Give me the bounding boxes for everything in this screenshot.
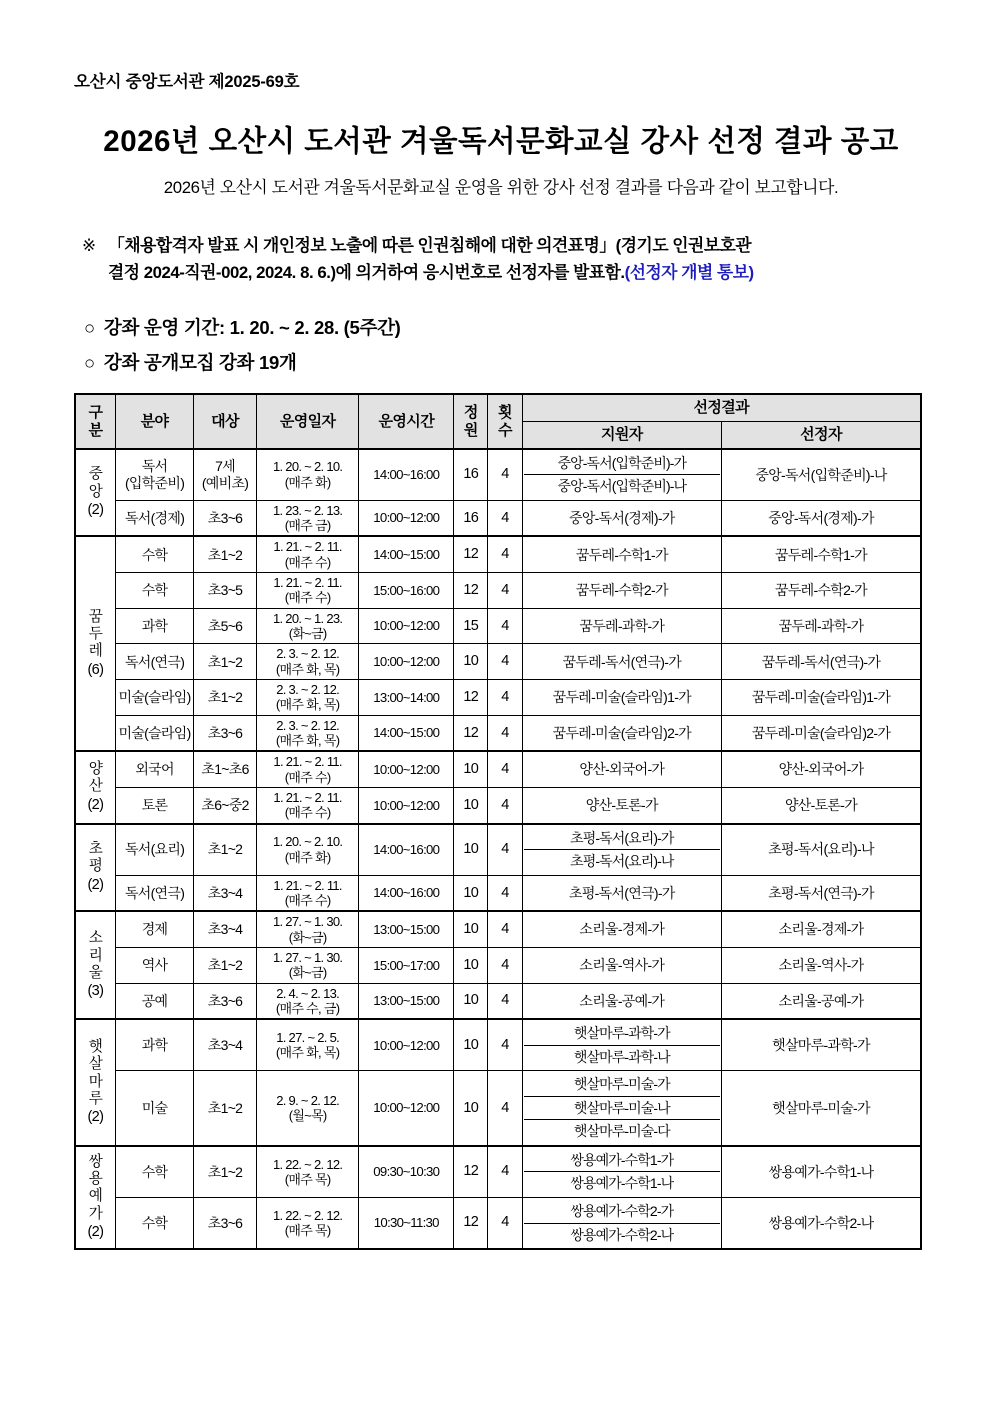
- cell-applicants: 중앙-독서(경제)-가: [522, 500, 721, 536]
- cell-date: 1. 20. ~ 2. 10. (매주 화): [256, 449, 359, 501]
- cell-field: 경제: [115, 911, 194, 947]
- cell-date: 1. 21. ~ 2. 11. (매주 수): [256, 573, 359, 609]
- cell-field: 과학: [115, 1019, 194, 1071]
- cell-sessions: 4: [488, 573, 522, 609]
- cell-field: 미술(슬라임): [115, 715, 194, 751]
- cell-field: 수학: [115, 1146, 194, 1198]
- table-row: [75, 500, 921, 536]
- cell-time: 10:00~12:00: [359, 1071, 454, 1146]
- cell-field: 수학: [115, 1197, 194, 1249]
- cell-date: 2. 3. ~ 2. 12. (매주 화, 목): [256, 715, 359, 751]
- cell-target: 7세 (예비초): [194, 449, 256, 501]
- table-body: [75, 449, 921, 1249]
- cell-time: 14:00~15:00: [359, 715, 454, 751]
- group-label-꿈두레: 꿈 두 레 (6): [75, 536, 115, 751]
- group-count: (2): [87, 1223, 104, 1240]
- cell-field: 독서(경제): [115, 500, 194, 536]
- applicant-entry: 중앙-독서(입학준비)-나: [557, 478, 687, 495]
- cell-capacity: 10: [454, 644, 488, 680]
- cell-time: 10:00~12:00: [359, 751, 454, 787]
- cell-sessions: 4: [488, 983, 522, 1019]
- table-row: [75, 751, 921, 787]
- cell-applicants: [522, 824, 721, 876]
- cell-capacity: 10: [454, 1019, 488, 1071]
- cell-sessions: 4: [488, 1146, 522, 1198]
- cell-date: 2. 3. ~ 2. 12. (매주 화, 목): [256, 680, 359, 716]
- applicant-entry: 초평-독서(요리)-가: [524, 827, 720, 851]
- column-header-division: 구 분: [75, 394, 115, 448]
- bullet-list: [84, 314, 930, 375]
- column-header-applicant: 지원자: [522, 422, 721, 449]
- cell-time: 10:00~12:00: [359, 500, 454, 536]
- applicant-entry: 햇살마루-미술-가: [524, 1073, 720, 1097]
- cell-selected: 소리울-공예-가: [722, 983, 921, 1019]
- cell-sessions: 4: [488, 1071, 522, 1146]
- bullet-marker-icon: ○: [84, 317, 95, 339]
- applicant-entry: 햇살마루-과학-나: [573, 1048, 670, 1065]
- cell-field: 공예: [115, 983, 194, 1019]
- cell-field: 토론: [115, 788, 194, 824]
- cell-applicants: 소리울-공예-가: [522, 983, 721, 1019]
- cell-time: 10:00~12:00: [359, 788, 454, 824]
- cell-time: 10:30~11:30: [359, 1197, 454, 1249]
- cell-field: 역사: [115, 948, 194, 984]
- cell-field: 미술(슬라임): [115, 680, 194, 716]
- cell-selected: 초평-독서(연극)-가: [722, 875, 921, 911]
- applicant-entry: 쌍용예가-수학1-나: [570, 1175, 674, 1192]
- cell-sessions: 4: [488, 536, 522, 572]
- cell-target: 초3~6: [194, 715, 256, 751]
- cell-date: 1. 27. ~ 1. 30. (화~금): [256, 948, 359, 984]
- cell-time: 10:00~12:00: [359, 644, 454, 680]
- cell-target: 초3~6: [194, 500, 256, 536]
- group-count: (2): [87, 876, 104, 893]
- bullet-text: 강좌 운영 기간: 1. 20. ~ 2. 28. (5주간): [103, 317, 401, 339]
- cell-applicants: [522, 449, 721, 501]
- cell-capacity: 10: [454, 788, 488, 824]
- applicant-entry: 쌍용예가-수학2-가: [524, 1200, 720, 1224]
- cell-applicants: 꿈두레-독서(연극)-가: [522, 644, 721, 680]
- cell-field: 외국어: [115, 751, 194, 787]
- applicant-entry: 초평-독서(요리)-나: [570, 853, 674, 870]
- cell-date: 1. 21. ~ 2. 11. (매주 수): [256, 875, 359, 911]
- cell-sessions: 4: [488, 715, 522, 751]
- group-label-초평: 초 평 (2): [75, 824, 115, 912]
- table-row: [75, 1146, 921, 1198]
- table-row: [75, 680, 921, 716]
- cell-selected: 햇살마루-미술-가: [722, 1071, 921, 1146]
- cell-time: 14:00~16:00: [359, 824, 454, 876]
- cell-sessions: 4: [488, 751, 522, 787]
- applicant-entry: 햇살마루-과학-가: [524, 1022, 720, 1046]
- selection-results-table: [74, 393, 922, 1250]
- table-row: [75, 536, 921, 572]
- column-header-result-group: 선정결과: [522, 394, 921, 421]
- cell-selected: 중앙-독서(경제)-가: [722, 500, 921, 536]
- cell-target: 초3~4: [194, 875, 256, 911]
- cell-capacity: 10: [454, 983, 488, 1019]
- cell-selected: 꿈두레-과학-가: [722, 608, 921, 644]
- cell-target: 초1~2: [194, 1071, 256, 1146]
- cell-sessions: 4: [488, 788, 522, 824]
- table-row: [75, 911, 921, 947]
- cell-selected: 꿈두레-수학2-가: [722, 573, 921, 609]
- notice-highlight: (선정자 개별 통보): [624, 263, 754, 283]
- table-row: [75, 875, 921, 911]
- cell-target: 초3~6: [194, 1197, 256, 1249]
- column-header-selected: 선정자: [722, 422, 921, 449]
- cell-sessions: 4: [488, 948, 522, 984]
- cell-applicants: 양산-토론-가: [522, 788, 721, 824]
- cell-target: 초1~2: [194, 824, 256, 876]
- cell-applicants: [522, 1146, 721, 1198]
- cell-applicants: [522, 1071, 721, 1146]
- cell-capacity: 12: [454, 1197, 488, 1249]
- cell-sessions: 4: [488, 449, 522, 501]
- cell-sessions: 4: [488, 644, 522, 680]
- cell-applicants: 소리울-역사-가: [522, 948, 721, 984]
- cell-target: 초1~2: [194, 680, 256, 716]
- table-row: [75, 608, 921, 644]
- cell-selected: 소리울-경제-가: [722, 911, 921, 947]
- cell-applicants: 꿈두레-미술(슬라임)1-가: [522, 680, 721, 716]
- bullet-text: 강좌 공개모집 강좌 19개: [103, 352, 297, 374]
- cell-field: 독서(요리): [115, 824, 194, 876]
- applicant-entry: 쌍용예가-수학2-나: [570, 1226, 674, 1243]
- cell-date: 2. 3. ~ 2. 12. (매주 화, 목): [256, 644, 359, 680]
- column-header-target: 대상: [194, 394, 256, 448]
- applicant-entry: 쌍용예가-수학1-가: [524, 1149, 720, 1173]
- cell-selected: 중앙-독서(입학준비)-나: [722, 449, 921, 501]
- notice-block: [82, 232, 930, 286]
- table-row: [75, 1019, 921, 1071]
- cell-target: 초1~초6: [194, 751, 256, 787]
- table-row: [75, 573, 921, 609]
- cell-date: 1. 20. ~ 2. 10. (매주 화): [256, 824, 359, 876]
- bullet-item-period: [84, 314, 930, 340]
- table-header: [75, 394, 921, 448]
- cell-selected: 소리울-역사-가: [722, 948, 921, 984]
- group-count: (2): [87, 796, 104, 813]
- cell-target: 초3~6: [194, 983, 256, 1019]
- document-subtitle: 2026년 오산시 도서관 겨울독서문화교실 운영을 위한 강사 선정 결과를 다음과 같이 보고합니다.: [163, 178, 839, 197]
- cell-target: 초3~4: [194, 1019, 256, 1071]
- group-label-쌍용예가: 쌍 용 예 가 (2): [75, 1146, 115, 1249]
- cell-date: 1. 22. ~ 2. 12. (매주 목): [256, 1146, 359, 1198]
- cell-applicants: [522, 1019, 721, 1071]
- cell-capacity: 10: [454, 824, 488, 876]
- cell-date: 1. 27. ~ 1. 30. (화~금): [256, 911, 359, 947]
- cell-target: 초1~2: [194, 536, 256, 572]
- table-row: [75, 788, 921, 824]
- cell-sessions: 4: [488, 1019, 522, 1071]
- cell-date: 1. 23. ~ 2. 13. (매주 금): [256, 500, 359, 536]
- bullet-item-course-count: [84, 349, 930, 375]
- cell-field: 수학: [115, 573, 194, 609]
- cell-capacity: 10: [454, 751, 488, 787]
- cell-applicants: 꿈두레-미술(슬라임)2-가: [522, 715, 721, 751]
- table-row: [75, 449, 921, 501]
- cell-applicants: 꿈두레-수학2-가: [522, 573, 721, 609]
- cell-capacity: 12: [454, 1146, 488, 1198]
- cell-target: 초3~5: [194, 573, 256, 609]
- cell-field: 과학: [115, 608, 194, 644]
- cell-selected: 꿈두레-미술(슬라임)1-가: [722, 680, 921, 716]
- cell-sessions: 4: [488, 680, 522, 716]
- column-header-time: 운영시간: [359, 394, 454, 448]
- table-row: [75, 1071, 921, 1146]
- cell-selected: 햇살마루-과학-가: [722, 1019, 921, 1071]
- cell-capacity: 12: [454, 536, 488, 572]
- page-title: 2026년 오산시 도서관 겨울독서문화교실 강사 선정 결과 공고: [103, 125, 899, 158]
- cell-time: 13:00~14:00: [359, 680, 454, 716]
- cell-field: 독서(연극): [115, 875, 194, 911]
- table-header-row-1: [75, 394, 921, 421]
- applicant-entry: 햇살마루-미술-나: [524, 1097, 720, 1121]
- cell-target: 초6~중2: [194, 788, 256, 824]
- cell-time: 15:00~16:00: [359, 573, 454, 609]
- cell-capacity: 12: [454, 715, 488, 751]
- cell-date: 1. 20. ~ 1. 23. (화~금): [256, 608, 359, 644]
- cell-applicants: 소리울-경제-가: [522, 911, 721, 947]
- cell-time: 13:00~15:00: [359, 911, 454, 947]
- cell-time: 14:00~16:00: [359, 875, 454, 911]
- cell-capacity: 16: [454, 449, 488, 501]
- applicant-entry: 햇살마루-미술-다: [573, 1123, 670, 1140]
- cell-selected: 쌍용예가-수학1-나: [722, 1146, 921, 1198]
- column-header-date: 운영일자: [256, 394, 359, 448]
- cell-capacity: 12: [454, 680, 488, 716]
- cell-field: 독서(연극): [115, 644, 194, 680]
- cell-applicants: 꿈두레-과학-가: [522, 608, 721, 644]
- cell-sessions: 4: [488, 911, 522, 947]
- cell-time: 10:00~12:00: [359, 1019, 454, 1071]
- group-label-양산: 양 산 (2): [75, 751, 115, 823]
- group-count: (6): [87, 661, 104, 678]
- cell-date: 1. 27. ~ 2. 5. (매주 화, 목): [256, 1019, 359, 1071]
- notice-line-1: 「채용합격자 발표 시 개인정보 노출에 따른 인권침해에 대한 의견표명」(경기도 인권보호관: [108, 236, 752, 255]
- cell-selected: 초평-독서(요리)-나: [722, 824, 921, 876]
- group-count: (3): [87, 983, 104, 1000]
- cell-target: 초1~2: [194, 644, 256, 680]
- column-header-field: 분야: [115, 394, 194, 448]
- cell-target: 초3~4: [194, 911, 256, 947]
- cell-date: 1. 21. ~ 2. 11. (매주 수): [256, 751, 359, 787]
- cell-date: 1. 21. ~ 2. 11. (매주 수): [256, 536, 359, 572]
- cell-time: 10:00~12:00: [359, 608, 454, 644]
- cell-capacity: 10: [454, 911, 488, 947]
- notice-mark-icon: ※: [82, 236, 96, 255]
- cell-target: 초1~2: [194, 1146, 256, 1198]
- column-header-sessions: 횟 수: [488, 394, 522, 448]
- cell-selected: 양산-토론-가: [722, 788, 921, 824]
- cell-date: 1. 22. ~ 2. 12. (매주 목): [256, 1197, 359, 1249]
- cell-sessions: 4: [488, 875, 522, 911]
- table-row: [75, 983, 921, 1019]
- cell-target: 초1~2: [194, 948, 256, 984]
- column-header-capacity: 정 원: [454, 394, 488, 448]
- cell-applicants: 양산-외국어-가: [522, 751, 721, 787]
- notice-line-2: 결정 2024-직권-002, 2024. 8. 6.)에 의거하여 응시번호로 선정자를 발표함.: [108, 263, 625, 283]
- group-count: (2): [87, 501, 104, 518]
- cell-capacity: 10: [454, 948, 488, 984]
- cell-date: 2. 4. ~ 2. 13. (매주 수, 금): [256, 983, 359, 1019]
- group-label-소리울: 소 리 울 (3): [75, 911, 115, 1019]
- cell-field: 수학: [115, 536, 194, 572]
- group-label-중앙: 중 앙 (2): [75, 449, 115, 537]
- cell-selected: 꿈두레-독서(연극)-가: [722, 644, 921, 680]
- cell-selected: 쌍용예가-수학2-나: [722, 1197, 921, 1249]
- cell-date: 1. 21. ~ 2. 11. (매주 수): [256, 788, 359, 824]
- group-label-햇살마루: 햇 살 마 루 (2): [75, 1019, 115, 1146]
- cell-sessions: 4: [488, 824, 522, 876]
- cell-capacity: 12: [454, 573, 488, 609]
- cell-field: 미술: [115, 1071, 194, 1146]
- cell-sessions: 4: [488, 1197, 522, 1249]
- cell-time: 09:30~10:30: [359, 1146, 454, 1198]
- cell-date: 2. 9. ~ 2. 12. (월~목): [256, 1071, 359, 1146]
- table-row: [75, 644, 921, 680]
- cell-capacity: 10: [454, 1071, 488, 1146]
- cell-time: 13:00~15:00: [359, 983, 454, 1019]
- cell-sessions: 4: [488, 608, 522, 644]
- cell-capacity: 16: [454, 500, 488, 536]
- cell-time: 14:00~15:00: [359, 536, 454, 572]
- cell-capacity: 15: [454, 608, 488, 644]
- applicant-entry: 중앙-독서(입학준비)-가: [524, 452, 720, 476]
- cell-sessions: 4: [488, 500, 522, 536]
- cell-selected: 양산-외국어-가: [722, 751, 921, 787]
- bullet-marker-icon: ○: [84, 352, 95, 374]
- cell-time: 14:00~16:00: [359, 449, 454, 501]
- cell-target: 초5~6: [194, 608, 256, 644]
- cell-applicants: 꿈두레-수학1-가: [522, 536, 721, 572]
- cell-field: 독서 (입학준비): [115, 449, 194, 501]
- document-number: 오산시 중앙도서관 제2025-69호: [74, 73, 300, 91]
- group-count: (2): [87, 1108, 104, 1125]
- table-row: [75, 824, 921, 876]
- cell-time: 15:00~17:00: [359, 948, 454, 984]
- cell-capacity: 10: [454, 875, 488, 911]
- cell-selected: 꿈두레-수학1-가: [722, 536, 921, 572]
- table-row: [75, 715, 921, 751]
- table-row: [75, 948, 921, 984]
- table-row: [75, 1197, 921, 1249]
- cell-applicants: 초평-독서(연극)-가: [522, 875, 721, 911]
- cell-applicants: [522, 1197, 721, 1249]
- cell-selected: 꿈두레-미술(슬라임)2-가: [722, 715, 921, 751]
